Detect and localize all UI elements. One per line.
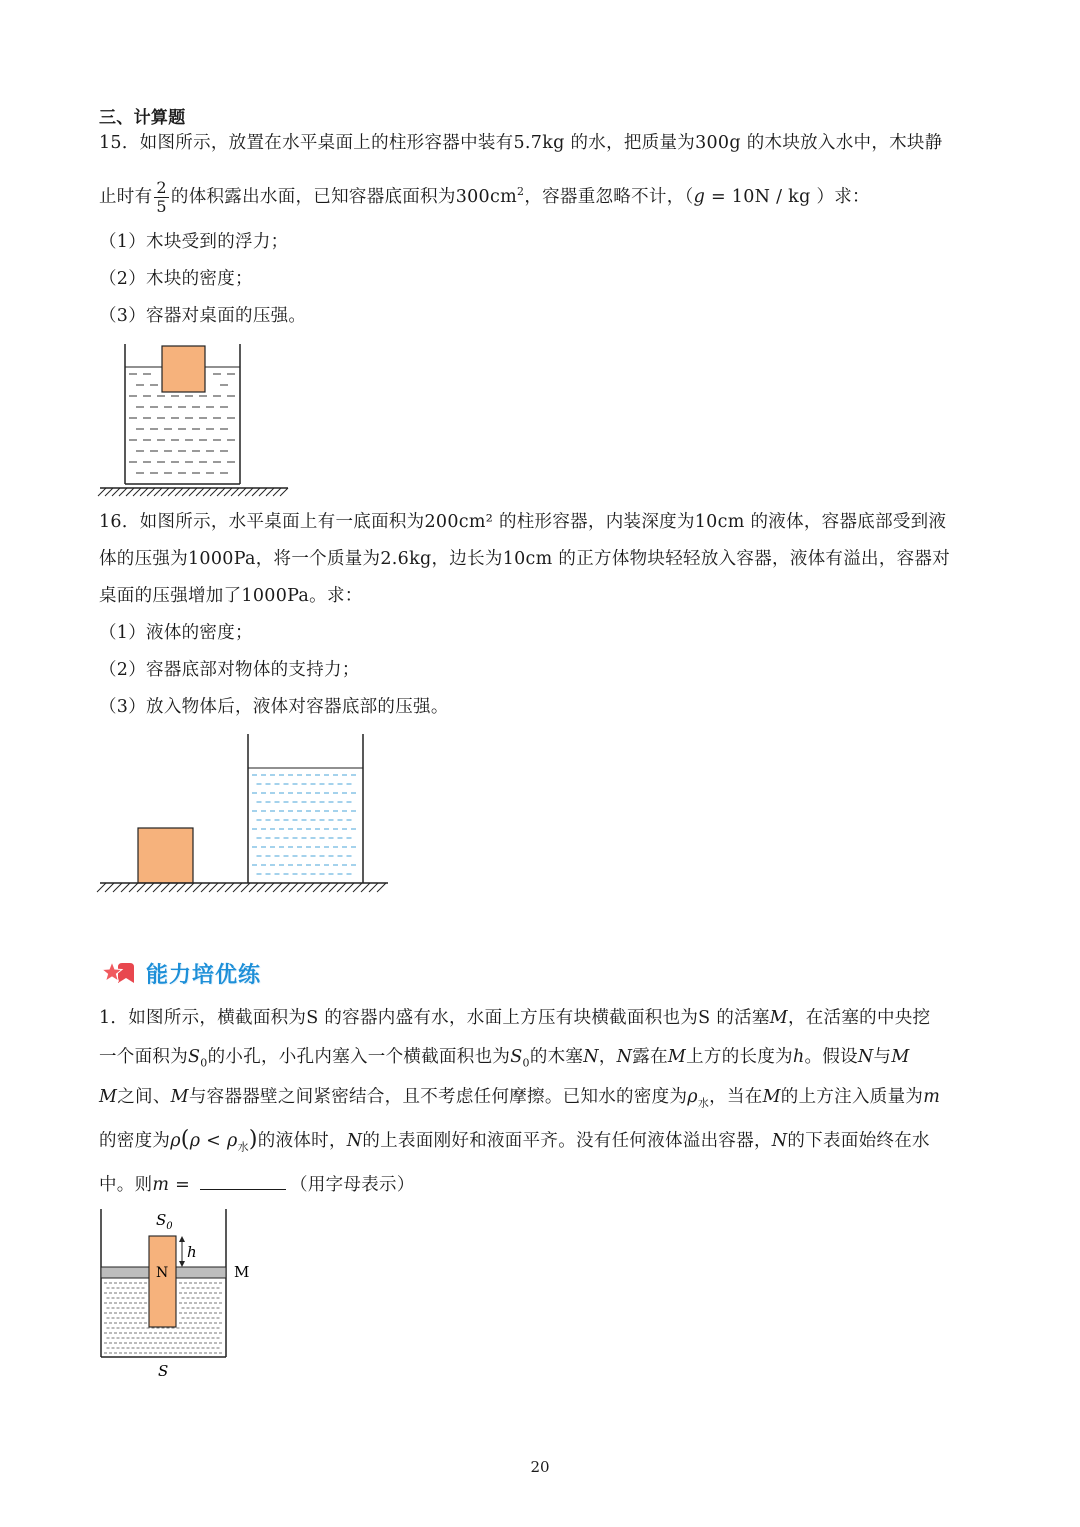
label-S0: $S_0$ (156, 1211, 173, 1232)
banner-title: 能力培优练 (146, 962, 262, 988)
q16-ground-hatch (97, 883, 386, 892)
q16-line-2: 体的压强为1000Pa，将一个质量为2.6kg，边长为10cm 的正方体物块轻轻放入容器，液体有溢出，容器对 (99, 549, 951, 569)
q15-item-1: （1）木块受到的浮力； (99, 232, 289, 252)
section-title: 三、计算题 (99, 108, 186, 128)
p1-line-1: 1．如图所示，横截面积为S 的容器内盛有水，水面上方压有块横截面积也为S 的活塞M，在活塞的中央挖 (99, 1008, 931, 1028)
q15-ground-hatch (98, 488, 288, 496)
q16-item-3: （3）放入物体后，液体对容器底部的压强。 (99, 697, 449, 717)
p1-figure (98, 1205, 268, 1380)
q16-liquid-dashes (252, 775, 356, 874)
q16-line-1: 16．如图所示，水平桌面上有一底面积为200cm² 的柱形容器，内装深度为10cm 的液体，容器底部受到液 (99, 512, 947, 532)
p1-line-2: 一个面积为$S_0$的小孔，小孔内塞入一个横截面积也为$S_0$的木塞N，N露在M上方的长度为h。假设N与M (99, 1047, 910, 1070)
q15-wood-block (162, 346, 205, 392)
wood-plug-N (149, 1236, 176, 1327)
q16-item-1: （1）液体的密度； (99, 623, 253, 643)
label-h: h (187, 1243, 197, 1261)
label-N: N (156, 1265, 169, 1281)
page-number: 20 (530, 1458, 550, 1476)
q16-item-2: （2）容器底部对物体的支持力； (99, 660, 360, 680)
q16-figure (98, 730, 398, 905)
q15-figure (98, 340, 298, 500)
label-S: S (158, 1362, 169, 1380)
p1-line-4: 的密度为$\rho(\rho < \rho_水)$的液体时，N的上表面刚好和液面平齐。没有任何液体溢出容器，N的下表面始终在水 (99, 1127, 930, 1154)
q16-line-3: 桌面的压强增加了1000Pa。求： (99, 586, 363, 606)
q15-item-3: （3）容器对桌面的压强。 (99, 306, 307, 326)
p1-line-3: M之间、M与容器器壁之间紧密结合，且不考虑任何摩擦。已知水的密度为$\rho_水$，当在M的上方注入质量为m (99, 1087, 941, 1110)
ability-practice-banner (100, 955, 261, 991)
p1-line-5: 中。则m = （用字母表示） (99, 1171, 984, 1198)
label-M: M (234, 1263, 250, 1281)
answer-blank[interactable] (200, 1171, 286, 1190)
q15-item-2: （2）木块的密度； (99, 269, 253, 289)
q15-line-2: 止时有 $\frac{2}{5}$ 的体积露出水面，已知容器底面积为$300cm^2$，容器重忽略不计，（g = 10N / kg ）求： (99, 177, 870, 216)
fraction-two-fifths: $\frac{2}{5}$ (156, 177, 167, 216)
q15-line-1: 15．如图所示，放置在水平桌面上的柱形容器中装有5.7kg 的水，把质量为300g 的木块放入水中，木块静 (99, 133, 943, 153)
star-bookmark-icon (100, 959, 138, 987)
q16-cube (138, 828, 193, 883)
